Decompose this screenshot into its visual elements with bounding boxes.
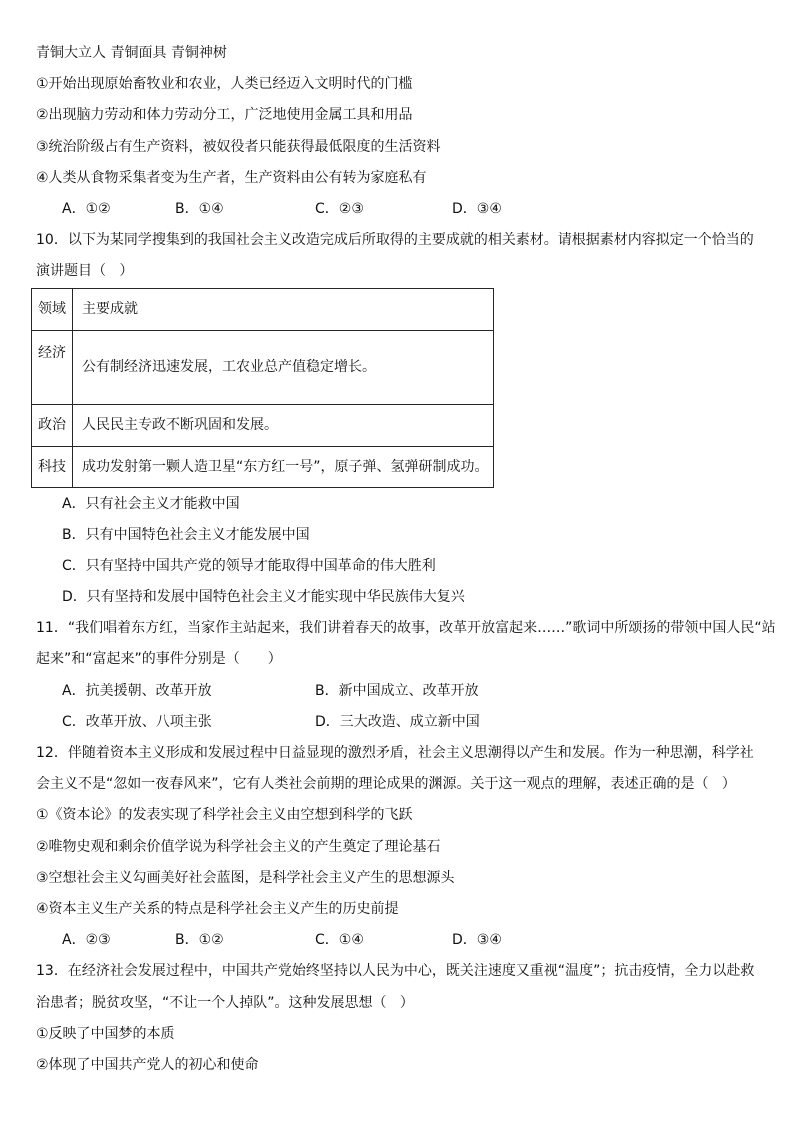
statement-1: ①《资本论》的发表实现了科学社会主义由空想到科学的飞跃 [36,807,413,824]
options-row [36,925,788,956]
option-c: C．①④ [315,932,364,949]
row-field-politics: 政治 [32,404,73,446]
question-stem-line-2: 起来”和“富起来”的事件分别是（ ） [36,651,282,668]
page-content [36,38,788,1081]
option-a: A．只有社会主义才能救中国 [62,495,240,512]
achievements-table [31,288,494,488]
option-c: C．只有坚持中国共产党的领导才能取得中国革命的伟大胜利 [62,557,436,574]
statement-3: ③空想社会主义勾画美好社会蓝图，是科学社会主义产生的思想源头 [36,869,455,886]
option-d: D．只有坚持和发展中国特色社会主义才能实现中华民族伟大复兴 [62,589,465,606]
question-11 [36,613,788,738]
option-b: B．①④ [175,200,224,217]
table-header-row [32,288,494,330]
statement-1: ①开始出现原始畜牧业和农业，人类已经迈入文明时代的门槛 [36,76,413,93]
question-stem-line-2: 会主义不是“忽如一夜春风来”，它有人类社会前期的理论成果的渊源。关于这一观点的理解，表述正确的是（ ） [36,776,736,793]
option-b: B．①② [175,932,224,949]
image-caption: 青铜大立人 青铜面具 青铜神树 [36,45,227,61]
option-b: B．只有中国特色社会主义才能发展中国 [62,526,310,543]
question-stem-line-1: 13．在经济社会发展过程中，中国共产党始终坚持以人民为中心，既关注速度又重视“温度”；抗击疫情，全力以赴救 [36,963,755,980]
achievements-table-wrapper [31,288,494,488]
statement-3: ③统治阶级占有生产资料，被奴役者只能获得最低限度的生活资料 [36,138,441,155]
statement-4: ④人类从食物采集者变为生产者，生产资料由公有转为家庭私有 [36,169,427,186]
option-d: D．三大改造、成立新中国 [315,713,480,730]
question-stem-line-2: 演讲题目（ ） [36,263,134,280]
option-a: A．①② [62,200,111,217]
question-stem-line-1: 11．“我们唱着东方红，当家作主站起来，我们讲着春天的故事，改革开放富起来……”歌词中所颂扬的带领中国人民“站 [36,620,776,637]
question-stem-line-1: 10．以下为某同学搜集到的我国社会主义改造完成后所取得的主要成就的相关素材。请根据素材内容拟定一个恰当的 [36,232,754,249]
question-9-continued [36,38,788,225]
statement-2: ②唯物史观和剩余价值学说为科学社会主义的产生奠定了理论基石 [36,838,441,855]
table-row [32,446,494,487]
row-achievement-technology: 成功发射第一颗人造卫星“东方红一号”，原子弹、氢弹研制成功。 [73,446,494,487]
row-field-technology: 科技 [32,446,73,487]
option-d: D．③④ [452,932,502,949]
table-row [32,330,494,404]
option-c: C．改革开放、八项主张 [62,713,212,730]
row-field-economy: 经济 [32,330,73,404]
statement-2: ②体现了中国共产党人的初心和使命 [36,1056,259,1073]
question-12 [36,738,788,956]
options-row-2 [36,707,788,738]
row-achievement-politics: 人民民主专政不断巩固和发展。 [73,404,494,446]
option-b: B．新中国成立、改革开放 [315,682,479,699]
question-10 [36,225,788,613]
statement-2: ②出现脑力劳动和体力劳动分工，广泛地使用金属工具和用品 [36,107,413,124]
option-c: C．②③ [315,200,364,217]
options-row [36,194,788,225]
option-a: A．②③ [62,932,111,949]
options-row-1 [36,676,788,707]
option-a: A．抗美援朝、改革开放 [62,682,212,699]
question-13 [36,956,788,1081]
statement-1: ①反映了中国梦的本质 [36,1025,175,1042]
option-d: D．③④ [452,200,502,217]
header-field: 领域 [32,288,73,330]
question-stem-line-2: 治患者；脱贫攻坚，“不让一个人掉队”。这种发展思想（ ） [36,994,414,1011]
table-row [32,404,494,446]
statement-4: ④资本主义生产关系的特点是科学社会主义产生的历史前提 [36,900,399,917]
row-achievement-economy: 公有制经济迅速发展，工农业总产值稳定增长。 [73,330,494,404]
header-achievement: 主要成就 [73,288,494,330]
question-stem-line-1: 12．伴随着资本主义形成和发展过程中日益显现的激烈矛盾，社会主义思潮得以产生和发展。作为一种思潮，科学社 [36,745,754,761]
